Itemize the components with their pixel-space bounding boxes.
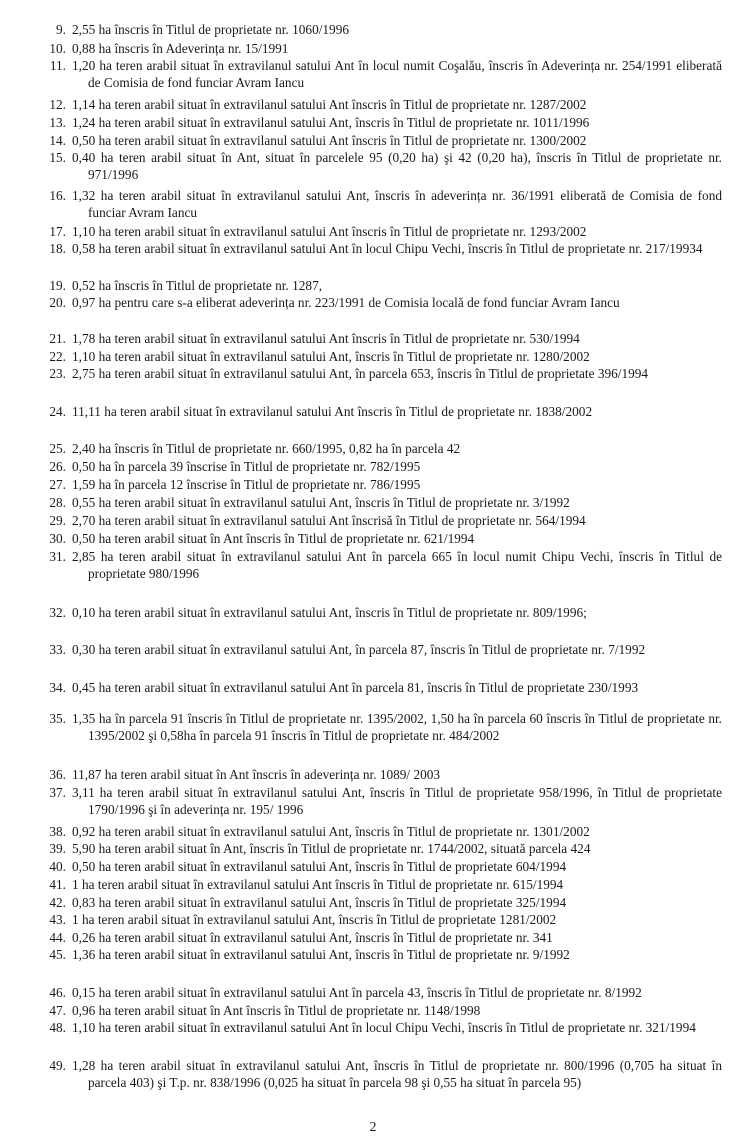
item-number: 33. (49, 642, 66, 657)
item-number: 14. (49, 133, 66, 148)
item-text: 1,10 ha teren arabil situat în extravilanul satului Ant în locul Chipu Vechi, înscris în Titlul de proprietate nr. 321/1994 (72, 1020, 696, 1035)
item-number: 43. (49, 912, 66, 927)
item-number: 12. (49, 97, 66, 112)
item-number: 32. (49, 605, 66, 620)
item-number: 42. (49, 895, 66, 910)
item-text: 0,55 ha teren arabil situat în extravilanul satului Ant, înscris în Titlul de proprietate nr. 3/1992 (72, 495, 570, 510)
item-number: 28. (49, 495, 66, 510)
item-number: 34. (49, 680, 66, 695)
item-text: 2,40 ha înscris în Titlul de proprietate nr. 660/1995, 0,82 ha în parcela 42 (72, 441, 461, 456)
page-number: 2 (369, 1120, 377, 1135)
item-number: 9. (56, 22, 66, 37)
item-text: 0,50 ha teren arabil situat în extravilanul satului Ant, înscris în Titlul de proprietate 604/1994 (72, 859, 567, 874)
item-number: 16. (49, 188, 66, 203)
item-number: 22. (49, 349, 66, 364)
item-number: 47. (49, 1003, 66, 1018)
item-number: 45. (49, 947, 66, 962)
item-text: 0,58 ha teren arabil situat în extravilanul satului Ant în locul Chipu Vechi, înscris în Titlul de proprietate nr. 217/19934 (72, 241, 703, 256)
item-number: 20. (49, 295, 66, 310)
item-text: 1 ha teren arabil situat în extravilanul satului Ant înscris în Titlul de proprietate nr. 615/1994 (72, 877, 564, 892)
item-number: 35. (49, 711, 66, 726)
item-text: 1,14 ha teren arabil situat în extravilanul satului Ant înscris în Titlul de proprietate nr. 1287/2002 (72, 97, 587, 112)
item-text: 1,20 ha teren arabil situat în extravilanul satului Ant în locul numit Coşalău, înscris în Adeverința nr. 254/1991 eliberată de Comisia de fond funciar Avram Iancu (72, 58, 722, 90)
item-number: 23. (49, 366, 66, 381)
item-number: 40. (49, 859, 66, 874)
item-number: 13. (49, 115, 66, 130)
item-text: 1,10 ha teren arabil situat în extravilanul satului Ant înscris în Titlul de proprietate nr. 1293/2002 (72, 224, 587, 239)
item-text: 0,83 ha teren arabil situat în extravilanul satului Ant, înscris în Titlul de proprietate 325/1994 (72, 895, 567, 910)
item-text: 0,92 ha teren arabil situat în extravilanul satului Ant, înscris în Titlul de proprietate nr. 1301/2002 (72, 824, 590, 839)
item-text: 2,70 ha teren arabil situat în extravilanul satului Ant înscrisă în Titlul de proprietate nr. 564/1994 (72, 513, 586, 528)
item-text: 1,36 ha teren arabil situat în extravilanul satului Ant, înscris în Titlul de proprietate nr. 9/1992 (72, 947, 570, 962)
item-number: 44. (49, 930, 66, 945)
item-text: 1,78 ha teren arabil situat în extravilanul satului Ant înscris în Titlul de proprietate nr. 530/1994 (72, 331, 580, 346)
item-text: 1 ha teren arabil situat în extravilanul satului Ant, înscris în Titlul de proprietate 1281/2002 (72, 912, 557, 927)
item-text: 5,90 ha teren arabil situat în Ant, înscris în Titlul de proprietate nr. 1744/2002, situată parcela 424 (72, 841, 591, 856)
item-text: 1,10 ha teren arabil situat în extravilanul satului Ant, înscris în Titlul de proprietate nr. 1280/2002 (72, 349, 590, 364)
item-number: 29. (49, 513, 66, 528)
item-number: 10. (49, 41, 66, 56)
item-text: 1,32 ha teren arabil situat în extravilanul satului Ant, înscris în adeverința nr. 36/1991 eliberată de Comisia de fond funciar Avram Iancu (72, 188, 722, 220)
item-number: 46. (49, 985, 66, 1000)
item-number: 38. (49, 824, 66, 839)
item-text: 0,97 ha pentru care s-a eliberat adeverința nr. 223/1991 de Comisia locală de fond funciar Avram Iancu (72, 295, 620, 310)
item-text: 0,52 ha înscris în Titlul de proprietate nr. 1287, (72, 278, 323, 293)
item-number: 25. (49, 441, 66, 456)
item-number: 27. (49, 477, 66, 492)
item-number: 31. (49, 549, 66, 564)
item-text: 0,50 ha în parcela 39 înscrise în Titlul de proprietate nr. 782/1995 (72, 459, 421, 474)
item-text: 2,75 ha teren arabil situat în extravilanul satului Ant, în parcela 653, înscris în Titlul de proprietate 396/1994 (72, 366, 649, 381)
item-number: 24. (49, 404, 66, 419)
item-number: 30. (49, 531, 66, 546)
item-text: 0,30 ha teren arabil situat în extravilanul satului Ant, în parcela 87, înscris în Titlul de proprietate nr. 7/1992 (72, 642, 646, 657)
item-number: 11. (49, 58, 66, 73)
item-text: 0,50 ha teren arabil situat în Ant înscris în Titlul de proprietate nr. 621/1994 (72, 531, 475, 546)
item-number: 19. (49, 278, 66, 293)
item-text: 3,11 ha teren arabil situat în extravilanul satului Ant, înscris în Titlul de proprietate 958/1996, în Titlul de proprietate 1790/1996 şi în adeverința nr. 195/ 1996 (72, 785, 722, 817)
item-number: 21. (49, 331, 66, 346)
item-text: 0,40 ha teren arabil situat în Ant, situat în parcelele 95 (0,20 ha) şi 42 (0,20 ha), înscris în Titlul de proprietate nr. 971/1996 (72, 150, 722, 182)
item-number: 48. (49, 1020, 66, 1035)
item-number: 49. (49, 1058, 66, 1073)
item-number: 36. (49, 767, 66, 782)
item-text: 1,24 ha teren arabil situat în extravilanul satului Ant, înscris în Titlul de proprietate nr. 1011/1996 (72, 115, 590, 130)
item-text: 11,11 ha teren arabil situat în extravilanul satului Ant înscris în Titlul de proprietate nr. 1838/2002 (72, 404, 593, 419)
item-text: 2,55 ha înscris în Titlul de proprietate nr. 1060/1996 (72, 22, 350, 37)
item-text: 0,10 ha teren arabil situat în extravilanul satului Ant, înscris în Titlul de proprietate nr. 809/1996; (72, 605, 587, 620)
item-text: 1,35 ha în parcela 91 înscris în Titlul de proprietate nr. 1395/2002, 1,50 ha în parcela 60 înscris în Titlul de proprietate nr. 1395/2002 şi 0,58ha în parcela 91 înscris în Titlul de proprietate nr. 484/2002 (72, 711, 722, 743)
item-text: 0,88 ha înscris în Adeverința nr. 15/1991 (72, 41, 289, 56)
item-text: 0,50 ha teren arabil situat în extravilanul satului Ant înscris în Titlul de proprietate nr. 1300/2002 (72, 133, 587, 148)
item-text: 2,85 ha teren arabil situat în extravilanul satului Ant în parcela 665 în locul numit Chipu Vechi, înscris în Titlul de proprietate 980/1996 (72, 549, 722, 581)
item-number: 39. (49, 841, 66, 856)
item-text: 0,45 ha teren arabil situat în extravilanul satului Ant în parcela 81, înscris în Titlul de proprietate 230/1993 (72, 680, 639, 695)
item-text: 11,87 ha teren arabil situat în Ant înscris în adeverința nr. 1089/ 2003 (72, 767, 441, 782)
item-text: 1,28 ha teren arabil situat în extravilanul satului Ant, înscris în Titlul de proprietate nr. 800/1996 (0,705 ha situat în parcela 403) şi T.p. nr. 838/1996 (0,025 ha situat în parcela 98 şi 0,55 ha situat în parcela 95) (72, 1058, 722, 1090)
item-text: 0,26 ha teren arabil situat în extravilanul satului Ant, înscris în Titlul de proprietate nr. 341 (72, 930, 553, 945)
item-text: 0,96 ha teren arabil situat în Ant înscris în Titlul de proprietate nr. 1148/1998 (72, 1003, 481, 1018)
item-number: 18. (49, 241, 66, 256)
item-number: 15. (49, 150, 66, 165)
item-number: 17. (49, 224, 66, 239)
item-number: 26. (49, 459, 66, 474)
item-number: 37. (49, 785, 66, 800)
item-text: 1,59 ha în parcela 12 înscrise în Titlul de proprietate nr. 786/1995 (72, 477, 421, 492)
item-text: 0,15 ha teren arabil situat în extravilanul satului Ant în parcela 43, înscris în Titlul de proprietate nr. 8/1992 (72, 985, 642, 1000)
item-number: 41. (49, 877, 66, 892)
